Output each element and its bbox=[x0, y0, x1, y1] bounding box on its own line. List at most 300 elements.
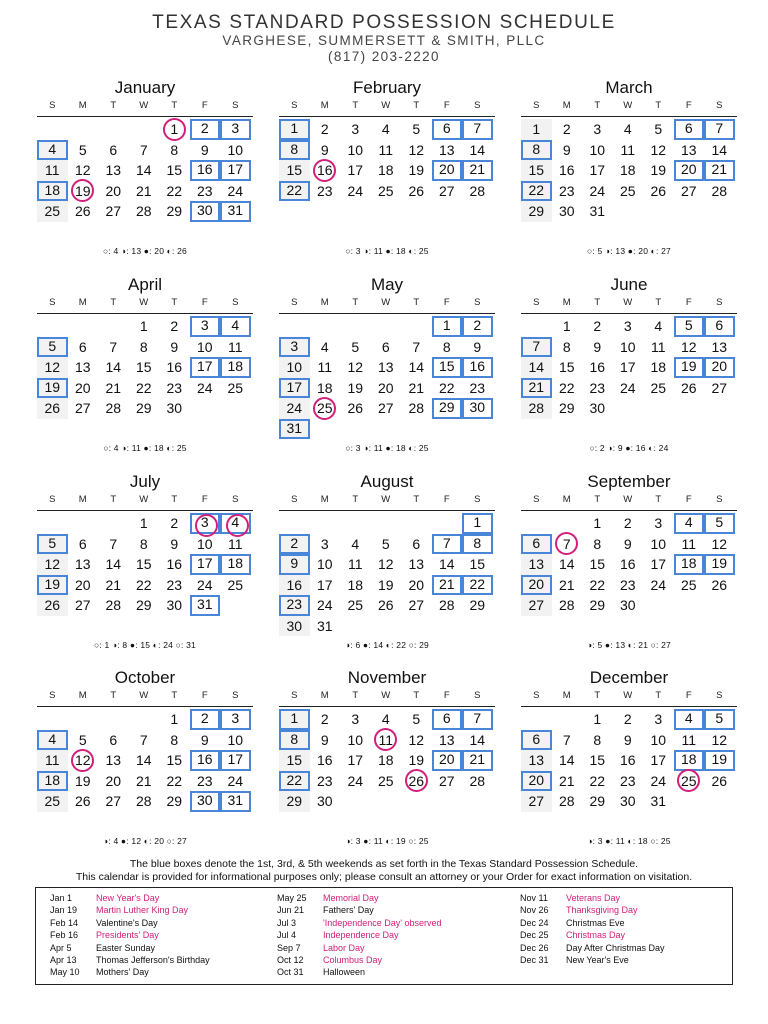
holiday-name: Halloween bbox=[323, 967, 366, 978]
day-cell: 21 bbox=[432, 575, 463, 596]
day-cell: 3 bbox=[190, 513, 221, 534]
day-cell: 18 bbox=[220, 554, 251, 575]
holiday-date: Dec 26 bbox=[520, 942, 549, 953]
holiday-name: Columbus Day bbox=[323, 954, 383, 965]
day-cell: 23 bbox=[166, 379, 183, 396]
month-name: January bbox=[114, 78, 176, 97]
day-cell: 2 bbox=[462, 316, 493, 337]
weekday-label: M bbox=[78, 690, 87, 701]
day-cell: 29 bbox=[135, 597, 152, 613]
holiday-name: Memorial Day bbox=[323, 893, 379, 903]
day-cell: 22 bbox=[558, 379, 575, 396]
day-cell: 5 bbox=[704, 513, 735, 534]
day-cell: 12 bbox=[711, 731, 728, 748]
day-cell: 26 bbox=[377, 597, 394, 613]
holiday-date: Jan 1 bbox=[50, 893, 73, 903]
day-cell: 29 bbox=[166, 203, 183, 219]
day-cell: 9 bbox=[473, 338, 482, 355]
day-cell: 14 bbox=[711, 141, 728, 158]
day-cell: 10 bbox=[196, 535, 213, 552]
day-cell: 7 bbox=[552, 534, 583, 555]
day-cell: 11 bbox=[371, 730, 402, 751]
weekday-label: T bbox=[655, 690, 662, 701]
weekday-label: S bbox=[232, 690, 239, 701]
day-cell: 9 bbox=[200, 141, 209, 158]
holiday-circle bbox=[71, 179, 94, 202]
weekday-label: T bbox=[352, 494, 359, 505]
day-cell: 22 bbox=[438, 379, 455, 396]
day-cell: 12 bbox=[37, 357, 68, 378]
day-cell: 28 bbox=[558, 793, 575, 809]
day-cell: 30 bbox=[190, 201, 221, 222]
weekday-header bbox=[37, 297, 253, 309]
weekday-label: T bbox=[352, 297, 359, 308]
day-cell: 20 bbox=[521, 575, 552, 596]
day-cell: 18 bbox=[619, 162, 636, 178]
day-cell: 16 bbox=[558, 162, 575, 178]
disclaimer-note: This calendar is provided for informational purposes only; please consult an attorney or your Order for exact information on visitation. bbox=[75, 871, 693, 883]
day-cell: 13 bbox=[438, 141, 455, 158]
day-cell: 7 bbox=[139, 731, 148, 748]
weekday-label: T bbox=[655, 297, 662, 308]
day-cell: 10 bbox=[227, 731, 244, 748]
holiday-circle bbox=[163, 118, 186, 141]
holiday-row bbox=[520, 930, 665, 942]
day-cell: 4 bbox=[351, 535, 360, 552]
holiday-date: Jan 19 bbox=[50, 905, 78, 916]
weekday-label: S bbox=[716, 690, 723, 701]
day-cell: 7 bbox=[109, 338, 118, 355]
day-cell: 7 bbox=[462, 709, 493, 730]
weekday-label: F bbox=[685, 100, 692, 111]
day-cell: 31 bbox=[220, 201, 251, 222]
day-cell: 15 bbox=[521, 160, 552, 181]
day-cell: 20 bbox=[377, 379, 394, 396]
day-cell: 25 bbox=[347, 597, 364, 613]
holiday-date: May 10 bbox=[50, 967, 80, 978]
day-cell: 27 bbox=[74, 597, 91, 613]
month-may bbox=[279, 273, 495, 454]
weekday-label: F bbox=[685, 690, 692, 701]
weekday-label: S bbox=[232, 494, 239, 505]
day-cell: 9 bbox=[623, 731, 632, 748]
day-cell: 5 bbox=[78, 731, 87, 748]
weekday-label: T bbox=[171, 690, 178, 701]
day-cell: 19 bbox=[408, 752, 425, 768]
moon-phases: ○: 4 ◑: 11 ●: 18 ◐: 25 bbox=[103, 443, 187, 453]
day-cell: 28 bbox=[711, 182, 728, 199]
weekday-label: S bbox=[533, 690, 540, 701]
month-name: June bbox=[610, 275, 648, 294]
day-cell: 14 bbox=[105, 359, 122, 375]
day-cell: 4 bbox=[381, 711, 390, 727]
day-cell: 21 bbox=[462, 160, 493, 181]
day-cell: 12 bbox=[37, 554, 68, 575]
day-cell: 10 bbox=[650, 731, 667, 748]
weekday-label: T bbox=[171, 100, 178, 111]
holiday-row bbox=[50, 930, 210, 942]
day-cell: 14 bbox=[135, 752, 152, 768]
day-cell: 1 bbox=[593, 711, 602, 727]
day-cell: 3 bbox=[279, 337, 310, 358]
holiday-row bbox=[520, 955, 665, 967]
day-cell: 16 bbox=[619, 752, 636, 768]
day-cell: 19 bbox=[37, 575, 68, 596]
day-cell: 15 bbox=[135, 556, 152, 572]
day-cell: 13 bbox=[521, 554, 552, 575]
day-cell: 17 bbox=[650, 752, 667, 768]
day-cell: 18 bbox=[377, 162, 394, 178]
day-cell: 29 bbox=[469, 597, 486, 613]
day-cell: 11 bbox=[620, 141, 636, 158]
holiday-row bbox=[50, 918, 210, 930]
day-cell: 19 bbox=[68, 181, 99, 202]
day-cell: 14 bbox=[105, 556, 122, 572]
day-cell: 29 bbox=[558, 400, 575, 416]
month-august bbox=[279, 470, 495, 651]
day-cell: 20 bbox=[408, 576, 425, 593]
day-cell: 19 bbox=[347, 379, 364, 396]
day-cell: 8 bbox=[279, 730, 310, 751]
day-cell: 26 bbox=[37, 595, 68, 616]
day-cell: 23 bbox=[558, 182, 575, 199]
day-cell: 16 bbox=[279, 575, 310, 596]
day-cell: 6 bbox=[412, 535, 421, 552]
day-cell: 18 bbox=[674, 750, 705, 771]
holiday-name: Valentine's Day bbox=[96, 917, 158, 928]
day-cell: 2 bbox=[562, 121, 571, 137]
day-cell: 14 bbox=[135, 162, 152, 178]
day-cell: 8 bbox=[170, 141, 179, 158]
day-cell: 25 bbox=[680, 576, 697, 593]
day-cell: 13 bbox=[680, 141, 697, 158]
day-cell: 23 bbox=[196, 772, 213, 789]
day-cell: 16 bbox=[190, 750, 221, 771]
holiday-name: Mothers' Day bbox=[96, 967, 149, 978]
holiday-name: Thomas Jefferson's Birthday bbox=[96, 954, 210, 965]
weekday-label: F bbox=[201, 297, 208, 308]
weekday-label: W bbox=[381, 100, 391, 111]
weekday-label: S bbox=[49, 297, 56, 308]
day-grid bbox=[521, 116, 737, 257]
day-cell: 19 bbox=[650, 162, 667, 178]
day-cell: 25 bbox=[37, 791, 68, 812]
day-cell: 12 bbox=[408, 141, 425, 158]
day-cell: 4 bbox=[674, 709, 705, 730]
weekday-label: W bbox=[623, 690, 633, 701]
weekday-label: W bbox=[623, 100, 633, 111]
day-cell: 19 bbox=[74, 772, 91, 789]
day-cell: 28 bbox=[105, 400, 122, 416]
day-cell: 10 bbox=[196, 338, 213, 355]
holiday-circle bbox=[677, 769, 700, 792]
day-cell: 23 bbox=[619, 576, 636, 593]
day-cell: 20 bbox=[74, 576, 91, 593]
day-cell: 2 bbox=[190, 709, 221, 730]
day-cell: 2 bbox=[279, 534, 310, 555]
day-cell: 27 bbox=[711, 379, 728, 396]
weekday-label: F bbox=[201, 690, 208, 701]
weekday-label: T bbox=[655, 100, 662, 111]
day-cell: 31 bbox=[279, 419, 310, 440]
day-cell: 13 bbox=[521, 750, 552, 771]
holiday-circle bbox=[374, 728, 397, 751]
day-cell: 29 bbox=[279, 791, 310, 812]
day-cell: 3 bbox=[593, 121, 602, 137]
day-cell: 7 bbox=[432, 534, 463, 555]
day-cell: 30 bbox=[166, 597, 183, 613]
day-cell: 17 bbox=[220, 750, 251, 771]
day-cell: 12 bbox=[74, 162, 91, 178]
day-cell: 27 bbox=[438, 182, 455, 199]
day-cell: 5 bbox=[78, 141, 87, 158]
day-cell: 12 bbox=[377, 556, 394, 572]
day-cell: 28 bbox=[521, 398, 552, 419]
day-cell: 8 bbox=[139, 338, 148, 355]
day-cell: 23 bbox=[166, 576, 183, 593]
day-cell: 8 bbox=[139, 535, 148, 552]
day-cell: 16 bbox=[462, 357, 493, 378]
holiday-name: Christmas Day bbox=[566, 930, 626, 941]
day-cell: 11 bbox=[681, 731, 697, 748]
day-cell: 12 bbox=[711, 535, 728, 552]
holiday-date: Feb 14 bbox=[50, 917, 79, 928]
day-cell: 3 bbox=[623, 318, 632, 334]
day-cell: 14 bbox=[521, 357, 552, 378]
day-cell: 28 bbox=[438, 597, 455, 613]
day-cell: 21 bbox=[408, 379, 425, 396]
month-name: August bbox=[360, 472, 414, 491]
day-cell: 24 bbox=[196, 576, 213, 593]
day-cell: 25 bbox=[377, 772, 394, 789]
day-cell: 31 bbox=[650, 793, 667, 809]
day-cell: 2 bbox=[623, 515, 632, 531]
day-cell: 29 bbox=[589, 793, 606, 809]
holiday-name: 'Independence Day' observed bbox=[323, 917, 442, 928]
day-cell: 2 bbox=[170, 515, 179, 531]
weekday-label: S bbox=[232, 297, 239, 308]
holiday-column bbox=[520, 893, 665, 967]
month-name: July bbox=[129, 472, 161, 491]
day-cell: 14 bbox=[438, 556, 455, 572]
day-cell: 14 bbox=[558, 752, 575, 768]
day-cell: 17 bbox=[190, 357, 221, 378]
weekday-header bbox=[521, 494, 737, 506]
day-cell: 5 bbox=[381, 535, 390, 552]
day-cell: 26 bbox=[408, 182, 425, 199]
day-cell: 30 bbox=[462, 398, 493, 419]
month-name: May bbox=[370, 275, 404, 294]
holiday-name: Presidents' Day bbox=[96, 930, 159, 941]
day-cell: 18 bbox=[674, 554, 705, 575]
holiday-date: Sep 7 bbox=[277, 942, 301, 953]
day-grid bbox=[279, 116, 495, 257]
day-cell: 21 bbox=[105, 576, 122, 593]
weekday-label: T bbox=[413, 494, 420, 505]
weekday-label: M bbox=[562, 100, 571, 111]
holiday-name: Day After Christmas Day bbox=[566, 942, 665, 953]
day-cell: 1 bbox=[462, 513, 493, 534]
weekday-label: S bbox=[474, 100, 481, 111]
day-cell: 10 bbox=[316, 556, 333, 572]
weekday-label: S bbox=[716, 100, 723, 111]
holiday-date: May 25 bbox=[277, 893, 307, 903]
day-cell: 7 bbox=[462, 119, 493, 140]
day-cell: 4 bbox=[654, 318, 663, 334]
holiday-date: Apr 5 bbox=[50, 942, 72, 953]
holiday-row bbox=[50, 893, 210, 905]
day-cell: 21 bbox=[558, 576, 575, 593]
day-cell: 4 bbox=[320, 338, 329, 355]
day-cell: 22 bbox=[166, 182, 183, 199]
day-cell: 21 bbox=[462, 750, 493, 771]
day-cell: 6 bbox=[109, 141, 118, 158]
day-cell: 12 bbox=[408, 731, 425, 748]
day-cell: 17 bbox=[279, 378, 310, 399]
weekday-label: W bbox=[381, 690, 391, 701]
day-cell: 20 bbox=[432, 160, 463, 181]
weekday-label: T bbox=[110, 494, 117, 505]
day-cell: 2 bbox=[593, 318, 602, 334]
day-grid bbox=[521, 706, 737, 847]
month-name: November bbox=[347, 668, 427, 687]
weekday-label: M bbox=[320, 494, 329, 505]
holiday-list bbox=[35, 887, 733, 985]
day-cell: 17 bbox=[347, 752, 364, 768]
day-cell: 3 bbox=[351, 121, 360, 137]
day-cell: 7 bbox=[521, 337, 552, 358]
day-cell: 13 bbox=[408, 556, 425, 572]
day-cell: 24 bbox=[227, 772, 244, 789]
day-cell: 10 bbox=[227, 141, 244, 158]
day-cell: 6 bbox=[674, 119, 705, 140]
day-cell: 4 bbox=[220, 316, 251, 337]
weekday-label: T bbox=[413, 100, 420, 111]
moon-phases: ○: 2 ◑: 9 ●: 16 ◐: 24 bbox=[589, 443, 669, 453]
weekday-header bbox=[279, 494, 495, 506]
weekday-label: F bbox=[201, 494, 208, 505]
day-cell: 23 bbox=[316, 182, 333, 199]
day-cell: 22 bbox=[462, 575, 493, 596]
day-cell: 14 bbox=[408, 359, 425, 375]
moon-phases: ○: 3 ◑: 11 ●: 18 ◐: 25 bbox=[345, 443, 429, 453]
day-cell: 26 bbox=[711, 576, 728, 593]
holiday-date: Dec 25 bbox=[520, 930, 549, 941]
weekday-label: F bbox=[443, 690, 450, 701]
day-cell: 9 bbox=[170, 338, 179, 355]
day-cell: 11 bbox=[227, 535, 243, 552]
weekday-label: M bbox=[562, 494, 571, 505]
day-cell: 24 bbox=[316, 597, 333, 613]
holiday-row bbox=[277, 893, 442, 905]
day-cell: 9 bbox=[320, 731, 329, 748]
holiday-name: Martin Luther King Day bbox=[96, 905, 189, 916]
holiday-date: Apr 13 bbox=[50, 954, 77, 965]
weekday-label: M bbox=[562, 297, 571, 308]
day-cell: 27 bbox=[408, 597, 425, 613]
holiday-date: Jul 4 bbox=[277, 930, 297, 941]
moon-phases: ○: 1 ◑: 8 ●: 15 ◐: 24 ○: 31 bbox=[94, 640, 196, 650]
day-cell: 21 bbox=[135, 182, 152, 199]
day-cell: 13 bbox=[105, 752, 122, 768]
day-cell: 29 bbox=[432, 398, 463, 419]
day-cell: 19 bbox=[377, 576, 394, 593]
day-cell: 9 bbox=[562, 141, 571, 158]
day-cell: 15 bbox=[279, 160, 310, 181]
day-cell: 11 bbox=[681, 535, 697, 552]
weekday-label: S bbox=[474, 297, 481, 308]
holiday-date: Dec 24 bbox=[520, 917, 549, 928]
day-cell: 2 bbox=[320, 121, 329, 137]
holiday-row bbox=[520, 943, 665, 955]
day-cell: 1 bbox=[593, 515, 602, 531]
day-grid bbox=[521, 313, 737, 454]
day-cell: 16 bbox=[619, 556, 636, 572]
day-cell: 6 bbox=[381, 338, 390, 355]
holiday-row bbox=[277, 967, 442, 979]
day-cell: 6 bbox=[109, 731, 118, 748]
day-cell: 10 bbox=[589, 141, 606, 158]
day-cell: 25 bbox=[619, 182, 636, 199]
holiday-date: Nov 26 bbox=[520, 905, 549, 916]
day-cell: 21 bbox=[105, 379, 122, 396]
day-cell: 17 bbox=[589, 162, 606, 178]
weekday-label: S bbox=[232, 100, 239, 111]
weekday-label: W bbox=[139, 494, 149, 505]
day-cell: 24 bbox=[650, 772, 667, 789]
holiday-name: Fathers' Day bbox=[323, 905, 374, 916]
weekday-label: S bbox=[291, 494, 298, 505]
day-cell: 26 bbox=[650, 182, 667, 199]
weekday-label: F bbox=[443, 100, 450, 111]
weekday-label: T bbox=[352, 690, 359, 701]
day-cell: 3 bbox=[351, 711, 360, 727]
holiday-circle bbox=[313, 159, 336, 182]
weekday-label: F bbox=[443, 297, 450, 308]
day-cell: 18 bbox=[377, 752, 394, 768]
month-october bbox=[37, 666, 253, 847]
weekday-header bbox=[521, 690, 737, 702]
holiday-circle bbox=[71, 749, 94, 772]
weekday-label: W bbox=[139, 100, 149, 111]
holiday-row bbox=[277, 905, 442, 917]
day-grid bbox=[37, 510, 253, 651]
day-cell: 24 bbox=[196, 379, 213, 396]
holiday-column bbox=[50, 893, 210, 980]
day-cell: 15 bbox=[589, 556, 606, 572]
day-cell: 1 bbox=[279, 119, 310, 140]
day-cell: 7 bbox=[109, 535, 118, 552]
day-cell: 9 bbox=[279, 554, 310, 575]
day-cell: 7 bbox=[562, 731, 571, 748]
day-cell: 25 bbox=[377, 182, 394, 199]
day-cell: 13 bbox=[74, 556, 91, 572]
day-cell: 2 bbox=[623, 711, 632, 727]
weekday-label: S bbox=[716, 297, 723, 308]
day-cell: 18 bbox=[37, 181, 68, 202]
weekday-label: F bbox=[685, 297, 692, 308]
weekday-label: S bbox=[533, 297, 540, 308]
day-cell: 6 bbox=[521, 534, 552, 555]
day-cell: 23 bbox=[589, 379, 606, 396]
day-cell: 31 bbox=[220, 791, 251, 812]
day-cell: 23 bbox=[279, 595, 310, 616]
day-cell: 10 bbox=[347, 731, 364, 748]
weekday-label: S bbox=[533, 100, 540, 111]
day-cell: 28 bbox=[469, 772, 486, 789]
day-cell: 17 bbox=[650, 556, 667, 572]
weekday-label: W bbox=[139, 690, 149, 701]
